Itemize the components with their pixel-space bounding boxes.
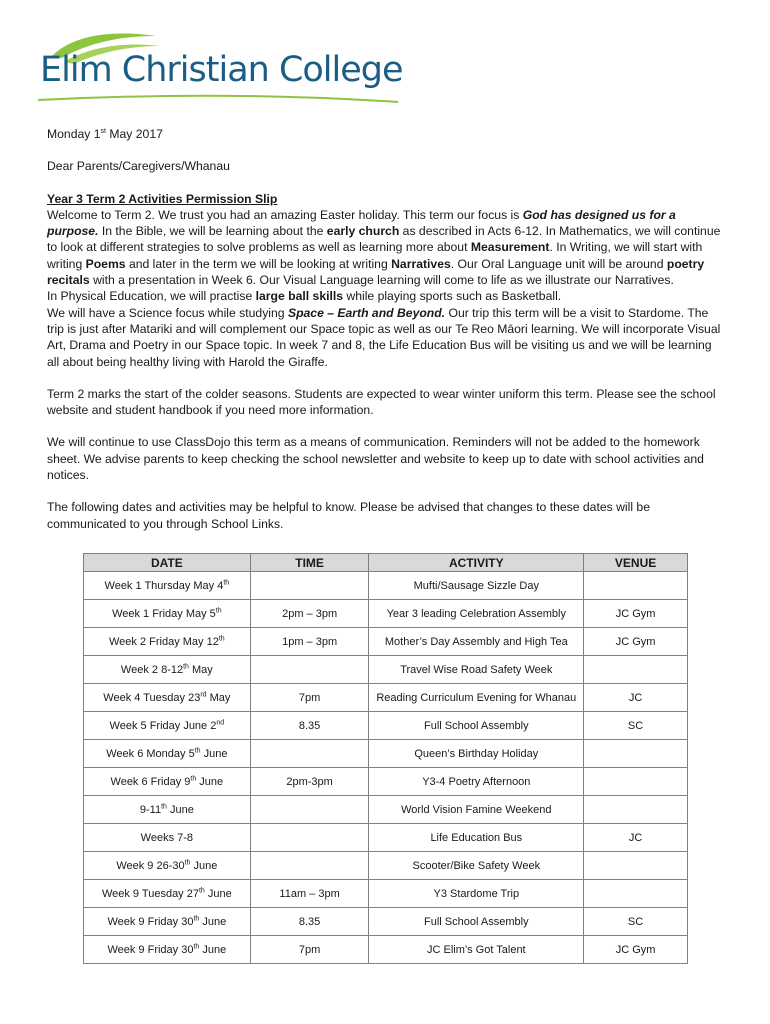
logo-underline-swoosh (38, 92, 398, 106)
cell-activity: Mother’s Day Assembly and High Tea (369, 628, 584, 656)
cell-activity: Queen’s Birthday Holiday (369, 740, 584, 768)
cell-venue (584, 768, 688, 796)
letter-date: Monday 1st May 2017 (47, 127, 163, 141)
cell-activity: Full School Assembly (369, 908, 584, 936)
cell-time: 11am – 3pm (250, 880, 369, 908)
cell-time (250, 796, 369, 824)
table-row (84, 796, 688, 824)
cell-activity: Scooter/Bike Safety Week (369, 852, 584, 880)
table-row (84, 852, 688, 880)
header-activity: ACTIVITY (369, 554, 584, 572)
cell-date: Weeks 7-8 (84, 824, 251, 852)
cell-date: Week 9 Friday 30th June (84, 908, 251, 936)
letter-body (47, 126, 723, 532)
table-row (84, 740, 688, 768)
header-time: TIME (250, 554, 369, 572)
school-logo (34, 28, 406, 106)
salutation: Dear Parents/Caregivers/Whanau (47, 159, 230, 174)
table-row (84, 600, 688, 628)
cell-activity: Mufti/Sausage Sizzle Day (369, 572, 584, 600)
cell-venue (584, 572, 688, 600)
cell-time: 8.35 (250, 712, 369, 740)
table-row (84, 656, 688, 684)
table-row (84, 908, 688, 936)
cell-venue (584, 852, 688, 880)
header-date: DATE (84, 554, 251, 572)
cell-date: Week 5 Friday June 2nd (84, 712, 251, 740)
cell-activity: Life Education Bus (369, 824, 584, 852)
cell-date: Week 1 Thursday May 4th (84, 572, 251, 600)
activities-table (83, 553, 688, 964)
cell-time (250, 656, 369, 684)
cell-date: Week 1 Friday May 5th (84, 600, 251, 628)
cell-activity: World Vision Famine Weekend (369, 796, 584, 824)
cell-date: Week 2 Friday May 12th (84, 628, 251, 656)
cell-venue: JC Gym (584, 936, 688, 964)
table-row (84, 768, 688, 796)
cell-time: 8.35 (250, 908, 369, 936)
table-row (84, 712, 688, 740)
cell-date: Week 6 Friday 9th June (84, 768, 251, 796)
cell-activity: Y3 Stardome Trip (369, 880, 584, 908)
table-row (84, 880, 688, 908)
cell-date: 9-11th June (84, 796, 251, 824)
paragraph-dates-intro: The following dates and activities may be helpful to know. Please be advised that changes to these dates will be communicated to you through School Links. (47, 500, 650, 531)
cell-venue: SC (584, 908, 688, 936)
cell-date: Week 9 Tuesday 27th June (84, 880, 251, 908)
paragraph-uniform: Term 2 marks the start of the colder seasons. Students are expected to wear winter uniform this term. Please see the school website and student handbook if you need more information. (47, 386, 716, 418)
cell-time: 7pm (250, 684, 369, 712)
cell-time: 2pm-3pm (250, 768, 369, 796)
cell-venue (584, 796, 688, 824)
cell-time (250, 572, 369, 600)
table-row (84, 936, 688, 964)
cell-venue: JC (584, 684, 688, 712)
cell-date: Week 4 Tuesday 23rd May (84, 684, 251, 712)
cell-venue: SC (584, 712, 688, 740)
cell-date: Week 9 26-30th June (84, 852, 251, 880)
paragraph-science: We will have a Science focus while studying Space – Earth and Beyond. Our trip this term will be a visit to Stardome. The trip is just after Matariki and will complement our Space topic as well as our Te Reo Māori learning. We will incorporate Visual Art, Drama and Poetry in our Space topic. In week 7 and 8, the Life Education Bus will be visiting us and we will be learning all about being healthy living with Harold the Giraffe. (47, 305, 721, 369)
cell-venue: JC Gym (584, 600, 688, 628)
cell-venue (584, 740, 688, 768)
table-header-row (84, 554, 688, 572)
cell-date: Week 9 Friday 30th June (84, 936, 251, 964)
cell-activity: Year 3 leading Celebration Assembly (369, 600, 584, 628)
cell-time (250, 824, 369, 852)
paragraph-classdojo: We will continue to use ClassDojo this term as a means of communication. Reminders will not be added to the homework sheet. We advise parents to keep checking the school newsletter and website to keep up to date with school activities and notices. (47, 435, 704, 483)
table-row (84, 572, 688, 600)
cell-date: Week 2 8-12th May (84, 656, 251, 684)
cell-venue (584, 656, 688, 684)
cell-activity: Y3-4 Poetry Afternoon (369, 768, 584, 796)
paragraph-physical-education: In Physical Education, we will practise large ball skills while playing sports such as Basketball. (47, 289, 562, 304)
cell-activity: Reading Curriculum Evening for Whanau (369, 684, 584, 712)
cell-activity: Full School Assembly (369, 712, 584, 740)
cell-time (250, 740, 369, 768)
cell-time (250, 852, 369, 880)
cell-date: Week 6 Monday 5th June (84, 740, 251, 768)
table-row (84, 684, 688, 712)
cell-venue: JC Gym (584, 628, 688, 656)
logo-text: Elim Christian College (40, 50, 403, 90)
paragraph-term-focus: Welcome to Term 2. We trust you had an amazing Easter holiday. This term our focus is God has designed us for a purpose. In the Bible, we will be learning about the early church as described in Acts 6-12. In Mathematics, we will continue to look at different strategies to solve problems as well as learning more about Measurement. In Writing, we will start with writing Poems and later in the term we will be looking at writing Narratives. Our Oral Language unit will be around poetry recitals with a presentation in Week 6. Our Visual Language learning will come to life as we illustrate our Narratives. (47, 207, 721, 288)
table-row (84, 628, 688, 656)
cell-time: 2pm – 3pm (250, 600, 369, 628)
header-venue: VENUE (584, 554, 688, 572)
letter-heading: Year 3 Term 2 Activities Permission Slip (47, 191, 278, 206)
cell-activity: JC Elim’s Got Talent (369, 936, 584, 964)
cell-venue (584, 880, 688, 908)
table-row (84, 824, 688, 852)
cell-activity: Travel Wise Road Safety Week (369, 656, 584, 684)
cell-time: 1pm – 3pm (250, 628, 369, 656)
cell-venue: JC (584, 824, 688, 852)
cell-time: 7pm (250, 936, 369, 964)
